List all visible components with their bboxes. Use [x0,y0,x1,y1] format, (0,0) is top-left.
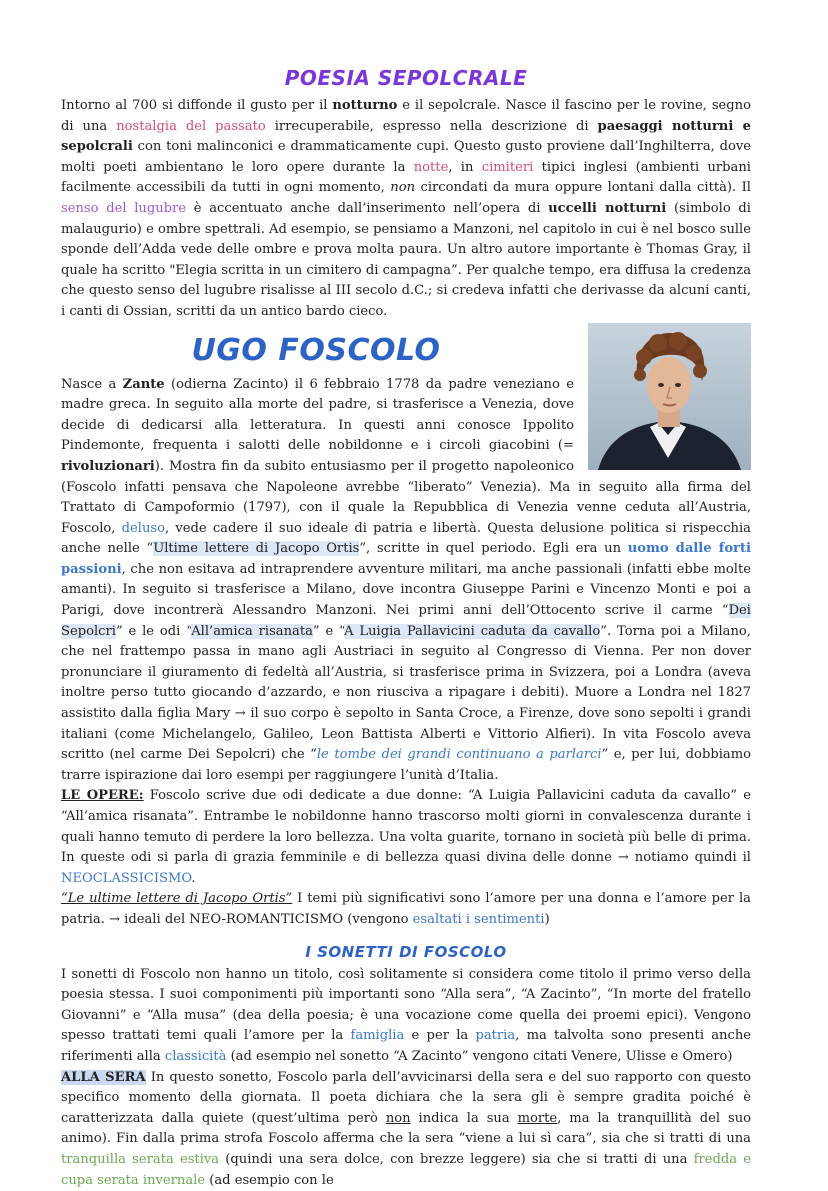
text: Foscolo scrive due odi dedicate a due donne: “A Luigia Pallavicini caduta da cavallo” e “All’amica risanata”. Entrambe le nobildonne hanno trascorso molti giorni in convalescenza durante i quali hanno temuto di perdere la loro bellezza. Una volta guarite, tornano in società più belle di prima. In queste odi si parla di grazia femminile e di bellezza quasi divina delle donne → notiamo quindi il [61,788,751,866]
text: Intorno al 700 si diffonde il gusto per il [61,98,333,113]
title-ugo-foscolo: UGO FOSCOLO [191,332,441,368]
highlight-text: classicità [164,1048,227,1064]
highlight-text: famiglia [350,1028,405,1044]
bold-text: uccelli notturni [548,200,667,216]
highlight-text: esaltati i sentimenti [412,911,545,927]
highlighted-title: A Luigia Pallavicini caduta da cavallo [344,623,601,639]
text: ” e le odi “ [115,623,192,639]
paragraph-poesia-sepolcrale [61,96,751,323]
bold-text: notturno [332,98,398,113]
section-label: ALLA SERA [61,1069,146,1085]
text: In questo sonetto, Foscolo parla dell’avvicinarsi della sera e del suo rapporto con questo specifico momento della giornata. Il poeta dichiara che la sera gli è sempre gradita poiché è caratterizzata dalla quiete (quest’ultima però [61,1069,751,1126]
italic-text: non [390,180,416,196]
paragraph-alla-sera [61,1068,751,1191]
paragraph-jacopo-ortis [61,889,751,930]
bold-text: rivoluzionari [61,458,155,474]
text: , ma talvolta sono presenti anche riferimenti alla [61,1028,752,1064]
text: circondati da mura oppure lontani dalla città). Il [415,180,751,196]
highlight-text: notte [413,159,449,175]
highlight-text: patria [475,1028,516,1044]
highlight-text: senso del lugubre [61,200,187,216]
title-sonetti: I SONETTI DI FOSCOLO [305,942,507,961]
paragraph-sonetti [61,965,751,1068]
text: con toni malinconici e drammaticamente cupi. Questo gusto proviene dall’Inghilterra, dove molti poeti ambientano le loro opere durante la [61,139,751,175]
bold-text: Zante [122,376,165,392]
highlight-text: cimiteri [481,159,534,175]
highlight-text: uomo dalle forti passioni [61,541,751,577]
portrait-image [588,323,751,470]
text: è accentuato anche dall’inserimento nell’opera di [186,200,549,216]
work-title: “Le ultime lettere di Jacopo Ortis” [61,891,293,907]
text: e per la [404,1028,476,1044]
highlight-text: tranquilla serata estiva [61,1151,220,1167]
text: (odierna Zacinto) il 6 febbraio 1778 da padre veneziano e madre greca. In seguito alla morte del padre, si trasferisce a Venezia, dove decide di dedicarsi alla letteratura. In questi anni conosce Ippolito Pindemonte, frequenta i salotti delle nobildonne e i circoli giacobini (= [61,376,574,454]
text: , ma la tranquillità del suo animo). Fin dalla prima strofa Foscolo afferma che la sera “viene a lui sì cara”, sia che si tratti di una [61,1110,752,1147]
title-poesia-sepolcrale: POESIA SEPOLCRALE [284,66,528,90]
highlight-text: NEOCLASSICISMO [61,870,192,886]
text: Nasce a [61,376,123,392]
paragraph-le-opere [61,786,751,889]
highlight-text: nostalgia del passato [116,118,266,134]
text: I temi più significativi sono l’amore per una donna e l’amore per la patria. → ideali del NEO-ROMANTICISMO (vengono [61,891,751,927]
underlined-text: non [385,1110,411,1126]
text: , in [448,159,482,175]
text: ). Mostra fin da subito entusiasmo per il progetto napoleonico (Foscolo infatti pensava che Napoleone avrebbe “liberato” Venezia). Ma in seguito alla firma del Trattato di Campoformio (1797), con il quale la Repubblica di Venezia venne ceduta all’Austria, Foscolo, [61,458,751,536]
underlined-text: morte [517,1110,558,1126]
text: e il sepolcrale. Nasce il fascino per le rovine, segno di una [61,98,751,134]
quote-text: le tombe dei grandi continuano a parlarci [316,747,602,763]
bold-text: paesaggi notturni e sepolcrali [61,118,751,155]
document-content [61,62,751,1191]
highlight-text: deluso [121,520,165,536]
portrait-svg [588,323,751,470]
text: tipici inglesi (ambienti urbani facilmente accessibili da tutti in ogni momento, [61,159,751,196]
highlighted-title: Ultime lettere di Jacopo Ortis [153,541,360,557]
text: , vede cadere il suo ideale di patria e libertà. Questa delusione politica si rispecchia anche nelle “ [61,520,751,557]
text: indica la sua [410,1110,518,1126]
highlight-text: fredda e cupa serata invernale [61,1151,751,1188]
text: , che non esitava ad intraprendere avventure militari, ma anche passionali (infatti ebbe molte amanti). In seguito si trasferisce a Milano, dove incontra Giuseppe Parini e Vincenzo Monti e poi a Parigi, dove incontrerà Alessandro Manzoni. Nei primi anni dell’Ottocento scrive il carme “ [61,561,751,619]
text: (ad esempio con le [205,1172,334,1188]
text: . [191,870,196,886]
text: (ad esempio nel sonetto “A Zacinto” vengono citati Venere, Ulisse e Omero) [226,1048,733,1064]
section-label: LE OPERE: [61,788,144,804]
highlighted-title: Dei Sepolcri [61,603,751,639]
text: ” e, per lui, dobbiamo trarre ispirazione dai loro esempi per raggiungere l’unità d’Italia. [61,747,752,783]
text: irrecuperabile, espresso nella descrizione di [265,118,598,134]
text: ”, scritte in quel periodo. Egli era un [359,541,628,557]
text: ” e “ [312,623,345,639]
text: ”. Torna poi a Milano, che nel frattempo passa in mano agli Austriaci in seguito al Congresso di Vienna. Per non dover pronunciare il giuramento di fedeltà all’Austria, si trasferisce prima in Svizzera, poi a Londra (aveva inoltre perso tutto giocando d’azzardo, e non riusciva a ripagare i debiti). Muore a Londra nel 1827 assistito dalla figlia Mary → il suo corpo è sepolto in Santa Croce, a Firenze, dove sono sepolti i grandi italiani (come Michelangelo, Galileo, Leon Battista Alberti e Vittorio Alfieri). In vita Foscolo aveva scritto (nel carme Dei Sepolcri) che “ [61,623,751,763]
highlighted-title: All’amica risanata [191,623,313,639]
text: I sonetti di Foscolo non hanno un titolo, così solitamente si considera come titolo il primo verso della poesia stessa. I suoi componimenti più importanti sono “Alla sera”, “A Zacinto”, “In morte del fratello Giovanni” e “Alla musa” (dea della poesia; è una vocazione come quella dei proemi epici). Vengono spesso trattati temi quali l’amore per la [61,966,751,1044]
text: ) [544,911,550,927]
text: (simbolo di malaugurio) e ombre spettrali. Ad esempio, se pensiamo a Manzoni, nel capitolo in cui è nel bosco sulle sponde dell’Adda vede delle ombre e prova molta paura. Un altro autore importante è Thomas Gray, il quale ha scritto "Elegia scritta in un cimitero di campagna”. Per qualche tempo, era diffusa la credenza che questo senso del lugubre risalisse al III secolo d.C.; si credeva infatti che derivasse da alcuni canti, i canti di Ossian, scritti da un antico bardo cieco. [61,200,751,319]
text: (quindi una sera dolce, con brezze leggere) sia che si tratti di una [219,1151,694,1167]
